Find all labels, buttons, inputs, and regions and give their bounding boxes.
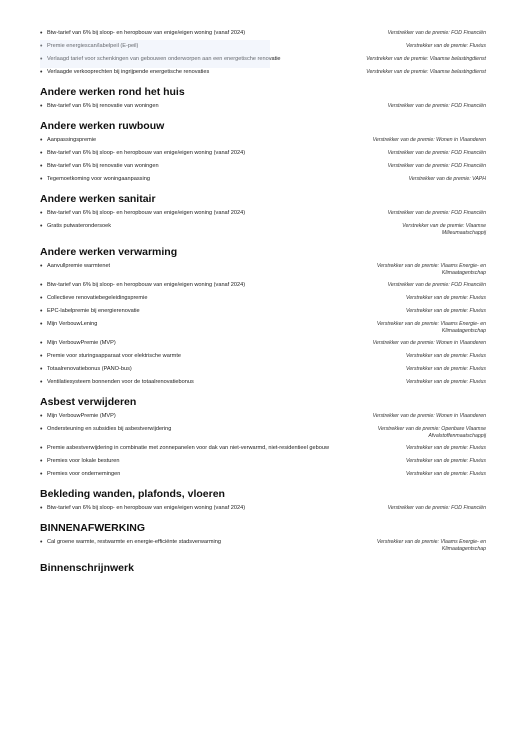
- premium-name: Premies voor ondernemingen: [47, 471, 121, 477]
- premium-row: [40, 505, 486, 512]
- premium-provider: Verstrekker van de premie: Openbare Vlaamse Afvalstoffenmaatschappij: [377, 426, 486, 439]
- section-title: Andere werken verwarming: [40, 246, 178, 258]
- premium-item: [40, 426, 340, 433]
- premium-name: Cal groene warmte, restwarmte en energie-efficiënte stadsverwarming: [47, 539, 222, 545]
- bullet-icon: •: [40, 176, 43, 183]
- bullet-icon: •: [40, 282, 43, 289]
- premium-item: [40, 150, 340, 157]
- section: [40, 30, 486, 76]
- section-title: Asbest verwijderen: [40, 396, 137, 408]
- premium-item: [40, 340, 340, 347]
- premium-name: Btw-tarief van 6% bij sloop- en heropbouw van enige/eigen woning (vanaf 2024): [47, 30, 246, 36]
- bullet-icon: •: [40, 43, 43, 50]
- premium-row: [40, 176, 486, 183]
- premium-provider: Verstrekker van de premie: Fluvius: [406, 471, 486, 477]
- premium-provider: Verstrekker van de premie: FOD Financiën: [387, 150, 486, 156]
- premium-name: Gratis putwaterondersoek: [47, 223, 112, 229]
- premium-provider: Verstrekker van de premie: FOD Financiën: [387, 163, 486, 169]
- premium-item: [40, 366, 340, 373]
- premium-provider: Verstrekker van de premie: Fluvius: [406, 295, 486, 301]
- bullet-icon: •: [40, 223, 43, 230]
- premium-name: Btw-tarief van 6% bij sloop- en heropbouw van enige/eigen woning (vanaf 2024): [47, 282, 246, 288]
- premium-item: [40, 263, 340, 270]
- premium-item: [40, 471, 340, 478]
- premium-item: [40, 458, 340, 465]
- premium-row: [40, 103, 486, 110]
- premium-provider: Verstrekker van de premie: Vlaamse Milieumaatschappij: [402, 223, 486, 236]
- premium-name: Premie energiescan/labelpeil (E-peil): [47, 43, 139, 49]
- premium-row: [40, 539, 486, 552]
- premium-row: [40, 426, 486, 439]
- premium-name: Btw-tarief van 6% bij renovatie van woningen: [47, 163, 159, 169]
- premium-provider: Verstrekker van de premie: FOD Financiën: [387, 282, 486, 288]
- premium-item: [40, 321, 340, 328]
- bullet-icon: •: [40, 340, 43, 347]
- premium-provider: Verstrekker van de premie: Fluvius: [406, 353, 486, 359]
- premium-row: [40, 69, 486, 76]
- premium-row: [40, 30, 486, 37]
- premium-name: Premies voor lokale besturen: [47, 458, 120, 464]
- bullet-icon: •: [40, 505, 43, 512]
- premium-name: Aanpassingspremie: [47, 137, 97, 143]
- premium-item: [40, 539, 340, 546]
- bullet-icon: •: [40, 321, 43, 328]
- bullet-icon: •: [40, 471, 43, 478]
- premium-provider: Verstrekker van de premie: FOD Financiën: [387, 210, 486, 216]
- premium-provider: Verstrekker van de premie: FOD Financiën: [387, 103, 486, 109]
- premium-row: [40, 163, 486, 170]
- premium-provider: Verstrekker van de premie: Vlaamse belastingdienst: [366, 56, 486, 62]
- bullet-icon: •: [40, 103, 43, 110]
- premium-item: [40, 137, 340, 144]
- premium-name: Premie voor sturingsapparaat voor elektrische warmte: [47, 353, 181, 359]
- premium-item: [40, 176, 340, 183]
- premium-name: Btw-tarief van 6% bij sloop- en heropbouw van enige/eigen woning (vanaf 2024): [47, 150, 246, 156]
- premium-item: [40, 308, 340, 315]
- bullet-icon: •: [40, 69, 43, 76]
- premium-name: Aanvullpremie warmtenet: [47, 263, 111, 269]
- premium-provider: Verstrekker van de premie: Vlaamse belastingdienst: [366, 69, 486, 75]
- premium-item: [40, 56, 340, 63]
- premium-item: [40, 295, 340, 302]
- premium-item: [40, 505, 340, 512]
- premium-row: [40, 308, 486, 315]
- premium-item: [40, 43, 340, 50]
- section: [40, 120, 486, 183]
- premium-provider: Verstrekker van de premie: VAPH: [408, 176, 486, 182]
- premium-name: Btw-tarief van 6% bij sloop- en heropbouw van enige/eigen woning (vanaf 2024): [47, 210, 246, 216]
- premium-row: [40, 295, 486, 302]
- premium-item: [40, 379, 340, 386]
- section-title: Andere werken rond het huis: [40, 86, 185, 98]
- bullet-icon: •: [40, 137, 43, 144]
- section-title: Binnenschrijnwerk: [40, 562, 134, 574]
- section: [40, 246, 486, 386]
- premium-item: [40, 282, 340, 289]
- premium-name: Mijn VerbouwLening: [47, 321, 98, 327]
- bullet-icon: •: [40, 30, 43, 37]
- bullet-icon: •: [40, 366, 43, 373]
- section-title: Andere werken ruwbouw: [40, 120, 165, 132]
- premium-provider: Verstrekker van de premie: Fluvius: [406, 366, 486, 372]
- premium-name: Collectieve renovatiebegeleidingspremie: [47, 295, 148, 301]
- premium-row: [40, 223, 486, 236]
- bullet-icon: •: [40, 458, 43, 465]
- premium-row: [40, 150, 486, 157]
- bullet-icon: •: [40, 150, 43, 157]
- premium-name: Tegemoetkoming voor woningaanpassing: [47, 176, 150, 182]
- premium-list: [40, 30, 486, 574]
- section: [40, 396, 486, 478]
- bullet-icon: •: [40, 295, 43, 302]
- premium-item: [40, 353, 340, 360]
- premium-item: [40, 413, 340, 420]
- premium-name: Verlaagd tarief voor schenkingen van gebouwen onderworpen aan een energetische renovatie: [47, 56, 281, 62]
- premium-item: [40, 163, 340, 170]
- premium-provider: Verstrekker van de premie: Fluvius: [406, 379, 486, 385]
- section-title: Andere werken sanitair: [40, 193, 156, 205]
- bullet-icon: •: [40, 379, 43, 386]
- premium-provider: Verstrekker van de premie: Vlaams Energie- en Klimaatagentschap: [376, 539, 486, 552]
- premium-name: Btw-tarief van 6% bij renovatie van woningen: [47, 103, 159, 109]
- bullet-icon: •: [40, 413, 43, 420]
- premium-row: [40, 137, 486, 144]
- premium-item: [40, 30, 340, 37]
- bullet-icon: •: [40, 308, 43, 315]
- premium-row: [40, 210, 486, 217]
- bullet-icon: •: [40, 56, 43, 63]
- premium-name: Ondersteuning en subsidies bij asbestverwijdering: [47, 426, 172, 432]
- premium-name: Btw-tarief van 6% bij sloop- en heropbouw van enige/eigen woning (vanaf 2024): [47, 505, 246, 511]
- premium-row: [40, 56, 486, 63]
- section-title: Bekleding wanden, plafonds, vloeren: [40, 488, 225, 500]
- section: [40, 488, 486, 512]
- premium-item: [40, 103, 340, 110]
- premium-row: [40, 366, 486, 373]
- premium-row: [40, 340, 486, 347]
- section: [40, 193, 486, 236]
- premium-name: Premie asbestverwijdering in combinatie met zonnepanelen voor dak van niet-verwarmd, niet-residentieel gebouw: [47, 445, 330, 451]
- premium-item: [40, 223, 340, 230]
- bullet-icon: •: [40, 353, 43, 360]
- section: [40, 86, 486, 110]
- bullet-icon: •: [40, 210, 43, 217]
- section: [40, 562, 486, 574]
- premium-name: EPC-labelpremie bij energierenovatie: [47, 308, 140, 314]
- premium-provider: Verstrekker van de premie: FOD Financiën: [387, 505, 486, 511]
- premium-row: [40, 413, 486, 420]
- premium-row: [40, 321, 486, 334]
- bullet-icon: •: [40, 539, 43, 546]
- premium-provider: Verstrekker van de premie: Fluvius: [406, 43, 486, 49]
- premium-row: [40, 282, 486, 289]
- premium-item: [40, 210, 340, 217]
- premium-row: [40, 43, 486, 50]
- premium-name: Totaalrenovatiebonus (PANO-bus): [47, 366, 132, 372]
- section: [40, 522, 486, 552]
- premium-row: [40, 458, 486, 465]
- premium-row: [40, 263, 486, 276]
- premium-name: Ventilatiesysteem bonnenden voor de totaalrenovatiebonus: [47, 379, 194, 385]
- premium-provider: Verstrekker van de premie: Fluvius: [406, 308, 486, 314]
- premium-name: Mijn VerbouwPremie (MVP): [47, 340, 116, 346]
- premium-provider: Verstrekker van de premie: Fluvius: [406, 445, 486, 451]
- premium-provider: Verstrekker van de premie: Wonen in Vlaanderen: [372, 137, 486, 143]
- bullet-icon: •: [40, 445, 43, 452]
- premium-row: [40, 353, 486, 360]
- premium-provider: Verstrekker van de premie: Wonen in Vlaanderen: [372, 340, 486, 346]
- premium-item: [40, 445, 340, 452]
- bullet-icon: •: [40, 426, 43, 433]
- premium-row: [40, 379, 486, 386]
- premium-provider: Verstrekker van de premie: Fluvius: [406, 458, 486, 464]
- bullet-icon: •: [40, 163, 43, 170]
- premium-name: Verlaagde verkooprechten bij ingrijpende energetische renovaties: [47, 69, 210, 75]
- premium-name: Mijn VerbouwPremie (MVP): [47, 413, 116, 419]
- premium-provider: Verstrekker van de premie: Vlaams Energie- en Klimaatagentschap: [376, 321, 486, 334]
- premium-provider: Verstrekker van de premie: FOD Financiën: [387, 30, 486, 36]
- premium-row: [40, 471, 486, 478]
- premium-item: [40, 69, 340, 76]
- premium-provider: Verstrekker van de premie: Wonen in Vlaanderen: [372, 413, 486, 419]
- premium-provider: Verstrekker van de premie: Vlaams Energie- en Klimaatagentschap: [376, 263, 486, 276]
- bullet-icon: •: [40, 263, 43, 270]
- premium-row: [40, 445, 486, 452]
- section-title: BINNENAFWERKING: [40, 522, 145, 534]
